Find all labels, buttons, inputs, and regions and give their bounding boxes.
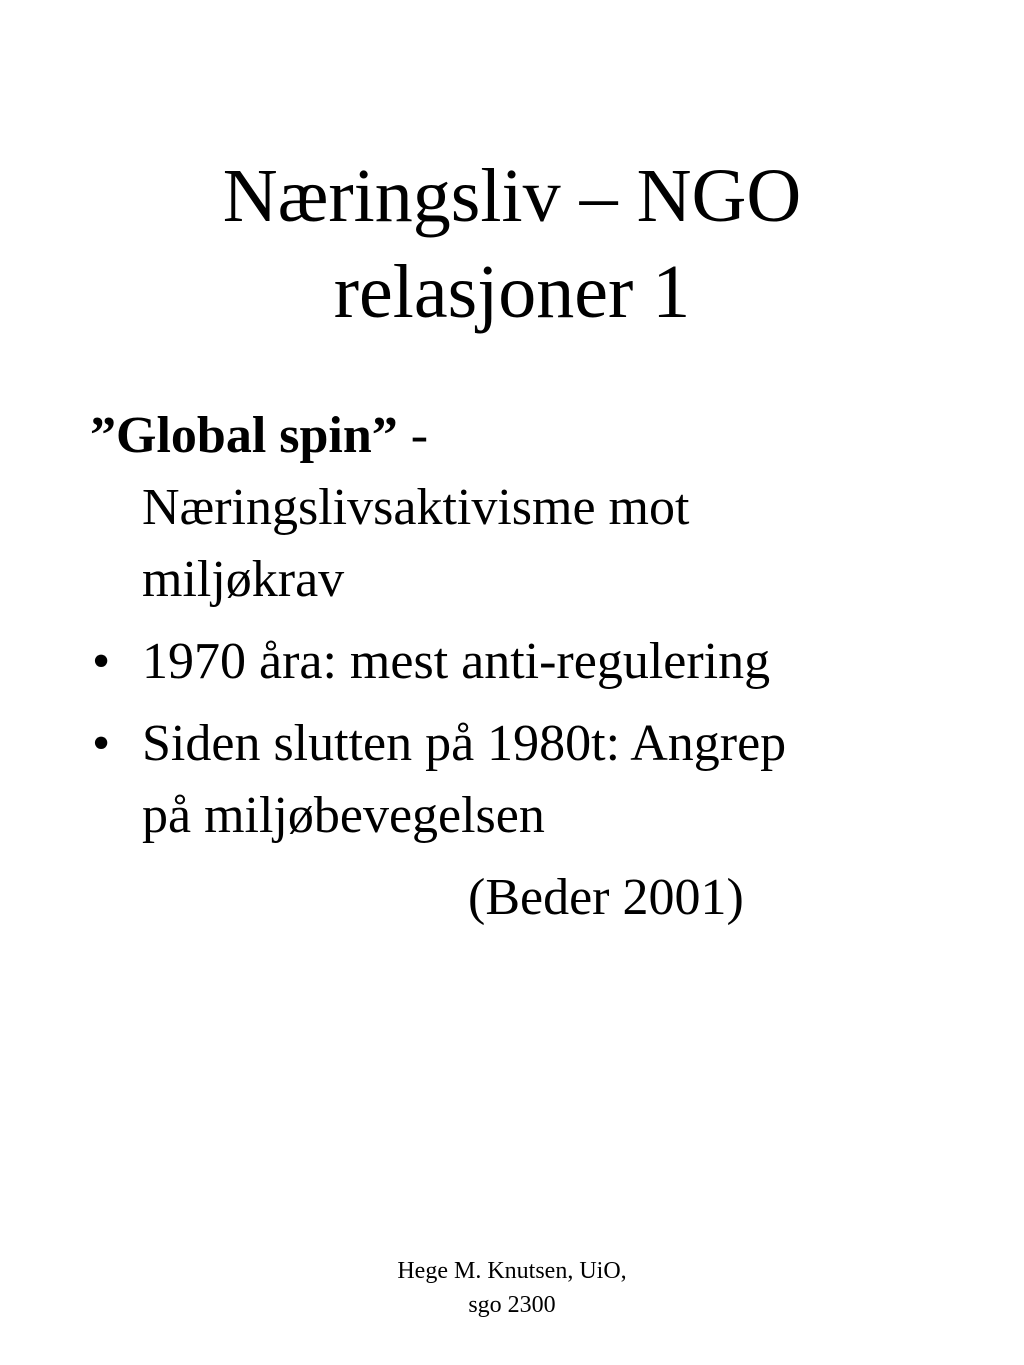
footer-line-2: sgo 2300 xyxy=(468,1292,556,1318)
bullet-2-line-1: Siden slutten på 1980t: Angrep xyxy=(142,715,787,772)
intro-line-1: Næringslivsaktivisme mot xyxy=(142,479,690,536)
bullet-1-line-1: 1970 åra: mest anti-regulering xyxy=(142,633,771,690)
footer-line-1: Hege M. Knutsen, UiO, xyxy=(397,1258,627,1284)
bullet-item xyxy=(90,626,970,698)
slide-title-line-1: Næringsliv – NGO xyxy=(222,154,802,238)
slide-title xyxy=(0,148,1024,340)
footer xyxy=(0,1254,1024,1322)
bullet-item xyxy=(90,708,970,852)
slide-title-line-2: relasjoner 1 xyxy=(333,250,691,334)
intro-dash: - xyxy=(397,407,429,464)
slide-body xyxy=(90,400,970,934)
intro-paragraph xyxy=(90,400,970,616)
bullet-list xyxy=(90,626,970,852)
citation: (Beder 2001) xyxy=(468,869,744,926)
bullet-glyph: • xyxy=(92,633,111,690)
bullet-glyph: • xyxy=(92,715,111,772)
bullet-2-line-2: på miljøbevegelsen xyxy=(142,787,545,844)
intro-bold-term: ”Global spin” xyxy=(90,407,398,464)
intro-line-2: miljøkrav xyxy=(142,551,345,608)
